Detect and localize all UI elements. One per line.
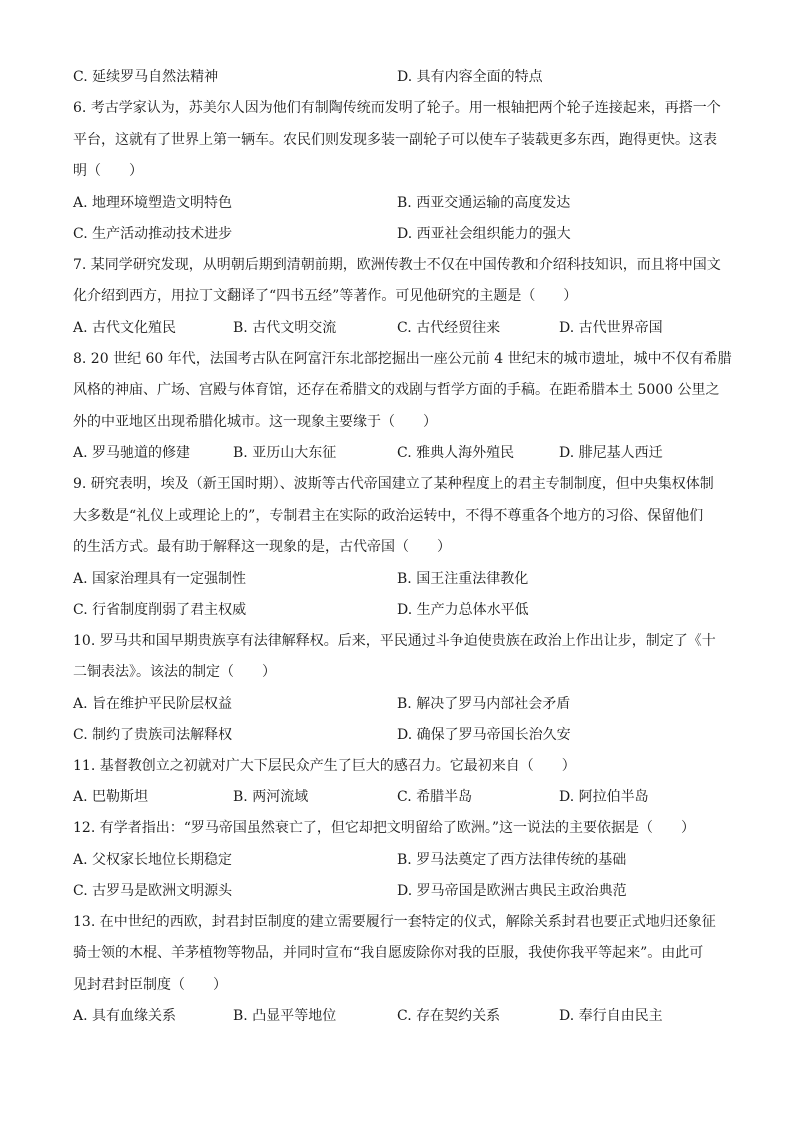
- option-row: [73, 689, 723, 720]
- question-stem: 见封君封臣制度（ ）: [73, 976, 227, 993]
- option-b: B. 罗马法奠定了西方法律传统的基础: [397, 851, 627, 868]
- question-stem: 的生活方式。最有助于解释这一现象的是，古代帝国（ ）: [73, 539, 451, 555]
- option-c: C. 雅典人海外殖民: [397, 445, 515, 461]
- option-b: B. 凸显平等地位: [233, 1008, 337, 1024]
- question-stem: 13. 在中世纪的西欧，封君封臣制度的建立需要履行一套特定的仪式，解除关系封君也要正式地归还象征: [73, 913, 716, 930]
- option-b: B. 解决了罗马内部社会矛盾: [397, 695, 571, 712]
- question-stem: 6. 考古学家认为，苏美尔人因为他们有制陶传统而发明了轮子。用一根轴把两个轮子连接起来，再搭一个: [73, 100, 721, 116]
- question-7: [73, 250, 723, 344]
- option-a: A. 巴勒斯坦: [73, 789, 149, 805]
- option-row: [73, 219, 723, 250]
- option-row: [73, 876, 723, 907]
- option-d: D. 古代世界帝国: [559, 319, 663, 336]
- option-row: [73, 188, 723, 219]
- option-c: C. 生产活动推动技术进步: [73, 225, 233, 242]
- option-row: [73, 782, 723, 813]
- option-row: [73, 62, 723, 93]
- option-row: [73, 313, 723, 344]
- option-a: A. 古代文化殖民: [73, 319, 177, 336]
- option-b: B. 亚历山大东征: [233, 445, 337, 461]
- question-stem: 10. 罗马共和国早期贵族享有法律解释权。后来，平民通过斗争迫使贵族在政治上作出让步，制定了《十: [73, 632, 716, 649]
- option-c: C. 制约了贵族司法解释权: [73, 726, 233, 743]
- option-row: [73, 845, 723, 876]
- option-b: B. 两河流域: [233, 789, 309, 805]
- option-c: C. 存在契约关系: [397, 1008, 501, 1024]
- option-b: B. 西亚交通运输的高度发达: [397, 194, 571, 211]
- question-12: [73, 813, 723, 907]
- option-row: [73, 595, 723, 626]
- option-d: D. 罗马帝国是欧洲古典民主政治典范: [397, 882, 627, 899]
- option-a: A. 旨在维护平民阶层权益: [73, 695, 233, 712]
- exam-page: [73, 62, 732, 1032]
- question-13: [73, 907, 723, 1033]
- option-d: D. 确保了罗马帝国长治久安: [397, 726, 571, 743]
- question-8: [73, 344, 732, 470]
- question-stem: 大多数是“礼仪上或理论上的”，专制君主在实际的政治运转中，不得不尊重各个地方的习俗、保留他们: [73, 507, 704, 524]
- option-a: A. 具有血缘关系: [73, 1008, 177, 1024]
- option-c: C. 古罗马是欧洲文明源头: [73, 882, 233, 899]
- option-c: C. 希腊半岛: [397, 789, 473, 805]
- question-11: [73, 751, 723, 814]
- question-stem: 7. 某同学研究发现，从明朝后期到清朝前期，欧洲传教士不仅在中国传教和介绍科技知识，而且将中国文: [73, 256, 721, 273]
- option-b: B. 古代文明交流: [233, 319, 337, 336]
- question-10: [73, 626, 723, 751]
- question-stem: 11. 基督教创立之初就对广大下层民众产生了巨大的感召力。它最初来自（ ）: [73, 757, 576, 774]
- option-a: A. 地理环境塑造文明特色: [73, 194, 233, 211]
- question-stem: 9. 研究表明，埃及（新王国时期）、波斯等古代帝国建立了某种程度上的君主专制制度，但中央集权体制: [73, 476, 714, 492]
- option-b: B. 国王注重法律教化: [397, 570, 529, 587]
- option-a: A. 国家治理具有一定强制性: [73, 570, 247, 587]
- question-stem: 8. 20 世纪 60 年代，法国考古队在阿富汗东北部挖掘出一座公元前 4 世纪末的城市遗址，城中不仅有希腊: [73, 350, 732, 367]
- option-a: A. 罗马驰道的修建: [73, 445, 191, 461]
- question-stem: 平台，这就有了世界上第一辆车。农民们则发现多装一副轮子可以使车子装载更多东西，跑得更快。这表: [73, 131, 717, 148]
- option-c: C. 行省制度削弱了君主权威: [73, 601, 247, 618]
- option-a: A. 父权家长地位长期稳定: [73, 851, 233, 868]
- question-stem: 12. 有学者指出：“罗马帝国虽然衰亡了，但它却把文明留给了欧洲。”这一说法的主要依据是（ ）: [73, 820, 696, 836]
- option-d: D. 生产力总体水平低: [397, 601, 529, 618]
- question-9: [73, 469, 723, 626]
- option-c: C. 延续罗马自然法精神: [73, 69, 219, 85]
- option-d: D. 阿拉伯半岛: [559, 789, 649, 805]
- question-stem: 风格的神庙、广场、宫殿与体育馆，还存在希腊文的戏剧与哲学方面的手稿。在距希腊本土 5000 公里之: [73, 382, 720, 398]
- question-stem: 骑士领的木棍、羊茅植物等物品，并同时宣布“我自愿废除你对我的臣服，我使你我平等起来”。由此可: [73, 945, 704, 961]
- option-d: D. 西亚社会组织能力的强大: [397, 225, 571, 242]
- option-row: [73, 720, 723, 751]
- option-row: [73, 438, 723, 469]
- option-row: [73, 564, 723, 595]
- option-d: D. 具有内容全面的特点: [397, 69, 543, 85]
- question-stem: 明（ ）: [73, 163, 143, 179]
- question-stem: 外的中亚地区出现希腊化城市。这一现象主要缘于（ ）: [73, 413, 437, 430]
- option-row: [73, 1001, 723, 1032]
- question-6: [73, 93, 723, 250]
- option-d: D. 腓尼基人西迁: [559, 445, 663, 461]
- question-stem: 化介绍到西方，用拉丁文翻译了“四书五经”等著作。可见他研究的主题是（ ）: [73, 288, 578, 304]
- option-d: D. 奉行自由民主: [559, 1008, 663, 1024]
- option-c: C. 古代经贸往来: [397, 319, 501, 336]
- question-stem: 二铜表法》。该法的制定（ ）: [73, 664, 276, 680]
